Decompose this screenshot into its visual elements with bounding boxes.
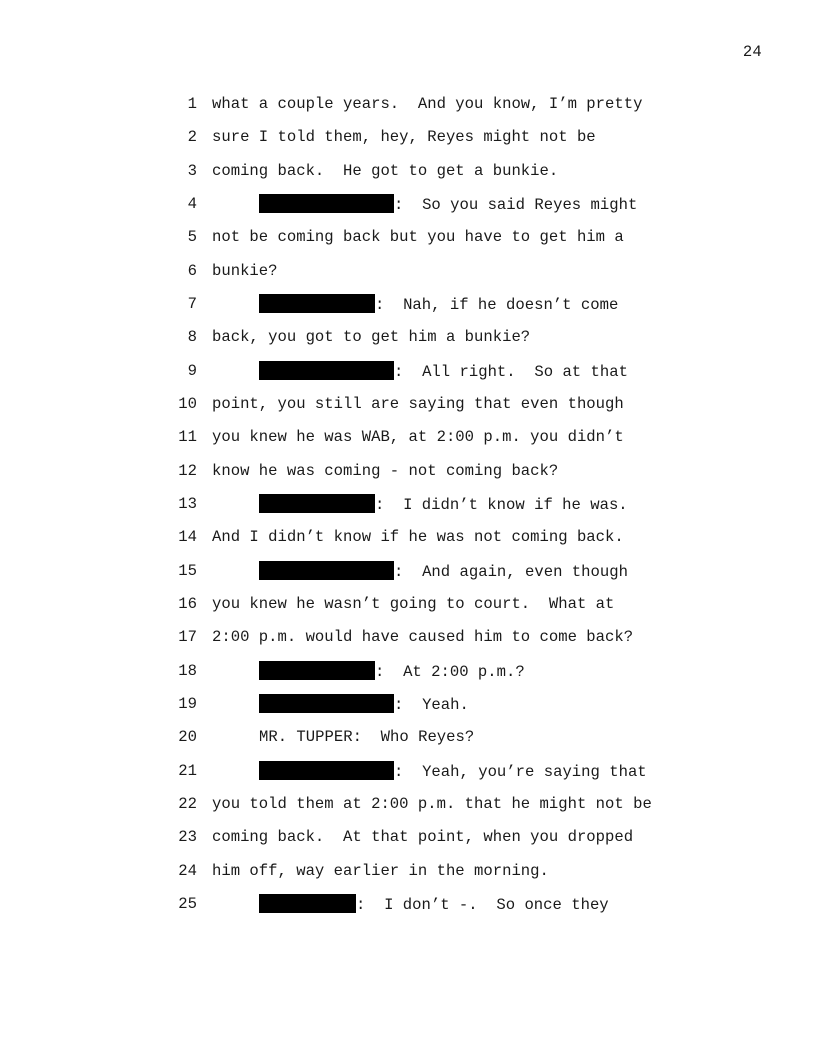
line-text: not be coming back but you have to get him a bbox=[212, 228, 624, 246]
redaction-box bbox=[259, 294, 375, 313]
line-text: you told them at 2:00 p.m. that he might not be bbox=[212, 795, 652, 813]
line-text: bunkie? bbox=[212, 262, 278, 280]
line-number: 9 bbox=[187, 362, 197, 380]
transcript-line bbox=[0, 194, 816, 214]
line-number: 23 bbox=[178, 828, 197, 846]
line-text: you knew he wasn’t going to court. What at bbox=[212, 595, 615, 613]
transcript-line bbox=[0, 427, 816, 447]
line-text: sure I told them, hey, Reyes might not be bbox=[212, 128, 596, 146]
line-text: : I didn’t know if he was. bbox=[375, 496, 628, 514]
transcript-line bbox=[0, 761, 816, 781]
line-number: 12 bbox=[178, 462, 197, 480]
line-text: : Nah, if he doesn’t come bbox=[375, 296, 619, 314]
transcript-line bbox=[0, 594, 816, 614]
transcript-line bbox=[0, 894, 816, 914]
redaction-box bbox=[259, 661, 375, 680]
line-text: what a couple years. And you know, I’m pretty bbox=[212, 95, 643, 113]
line-text: : So you said Reyes might bbox=[394, 196, 638, 214]
line-number: 1 bbox=[187, 95, 197, 113]
line-text: point, you still are saying that even though bbox=[212, 395, 624, 413]
transcript-line bbox=[0, 127, 816, 147]
line-number: 11 bbox=[178, 428, 197, 446]
line-number: 4 bbox=[187, 195, 197, 213]
line-number: 14 bbox=[178, 528, 197, 546]
line-number: 8 bbox=[187, 328, 197, 346]
redaction-box bbox=[259, 561, 394, 580]
line-number: 18 bbox=[178, 662, 197, 680]
line-text: : All right. So at that bbox=[394, 363, 628, 381]
transcript-line bbox=[0, 161, 816, 181]
line-text: you knew he was WAB, at 2:00 p.m. you didn’t bbox=[212, 428, 624, 446]
line-number: 13 bbox=[178, 495, 197, 513]
transcript-line bbox=[0, 294, 816, 314]
transcript-line bbox=[0, 794, 816, 814]
transcript-line bbox=[0, 661, 816, 681]
line-number: 7 bbox=[187, 295, 197, 313]
line-text: coming back. At that point, when you dropped bbox=[212, 828, 634, 846]
transcript-line bbox=[0, 627, 816, 647]
line-number: 2 bbox=[187, 128, 197, 146]
transcript-line bbox=[0, 727, 816, 747]
redaction-box bbox=[259, 694, 394, 713]
line-number: 6 bbox=[187, 262, 197, 280]
transcript-line bbox=[0, 694, 816, 714]
transcript-line bbox=[0, 227, 816, 247]
redaction-box bbox=[259, 894, 356, 913]
redaction-box bbox=[259, 761, 394, 780]
line-text: back, you got to get him a bunkie? bbox=[212, 328, 531, 346]
line-number: 21 bbox=[178, 762, 197, 780]
transcript-line bbox=[0, 394, 816, 414]
redaction-box bbox=[259, 194, 394, 213]
line-number: 16 bbox=[178, 595, 197, 613]
redaction-box bbox=[259, 494, 375, 513]
line-number: 19 bbox=[178, 695, 197, 713]
line-text: And I didn’t know if he was not coming back. bbox=[212, 528, 624, 546]
transcript-line bbox=[0, 327, 816, 347]
transcript-line bbox=[0, 461, 816, 481]
line-number: 10 bbox=[178, 395, 197, 413]
line-text: : Yeah. bbox=[394, 696, 469, 714]
line-number: 24 bbox=[178, 862, 197, 880]
transcript-line bbox=[0, 861, 816, 881]
transcript-line bbox=[0, 527, 816, 547]
line-text: him off, way earlier in the morning. bbox=[212, 862, 549, 880]
line-text: know he was coming - not coming back? bbox=[212, 462, 559, 480]
transcript-line bbox=[0, 94, 816, 114]
line-number: 5 bbox=[187, 228, 197, 246]
transcript-line bbox=[0, 261, 816, 281]
line-text: coming back. He got to get a bunkie. bbox=[212, 162, 559, 180]
line-number: 25 bbox=[178, 895, 197, 913]
redaction-box bbox=[259, 361, 394, 380]
line-text: : And again, even though bbox=[394, 563, 628, 581]
line-number: 15 bbox=[178, 562, 197, 580]
line-number: 17 bbox=[178, 628, 197, 646]
transcript-line bbox=[0, 361, 816, 381]
line-number: 22 bbox=[178, 795, 197, 813]
line-number: 20 bbox=[178, 728, 197, 746]
page-number: 24 bbox=[742, 43, 762, 61]
transcript-line bbox=[0, 494, 816, 514]
line-text: 2:00 p.m. would have caused him to come back? bbox=[212, 628, 634, 646]
line-text: MR. TUPPER: Who Reyes? bbox=[259, 728, 475, 746]
line-text: : At 2:00 p.m.? bbox=[375, 663, 525, 681]
line-number: 3 bbox=[187, 162, 197, 180]
transcript-line bbox=[0, 827, 816, 847]
line-text: : I don’t -. So once they bbox=[356, 896, 609, 914]
transcript-line bbox=[0, 561, 816, 581]
line-text: : Yeah, you’re saying that bbox=[394, 763, 647, 781]
